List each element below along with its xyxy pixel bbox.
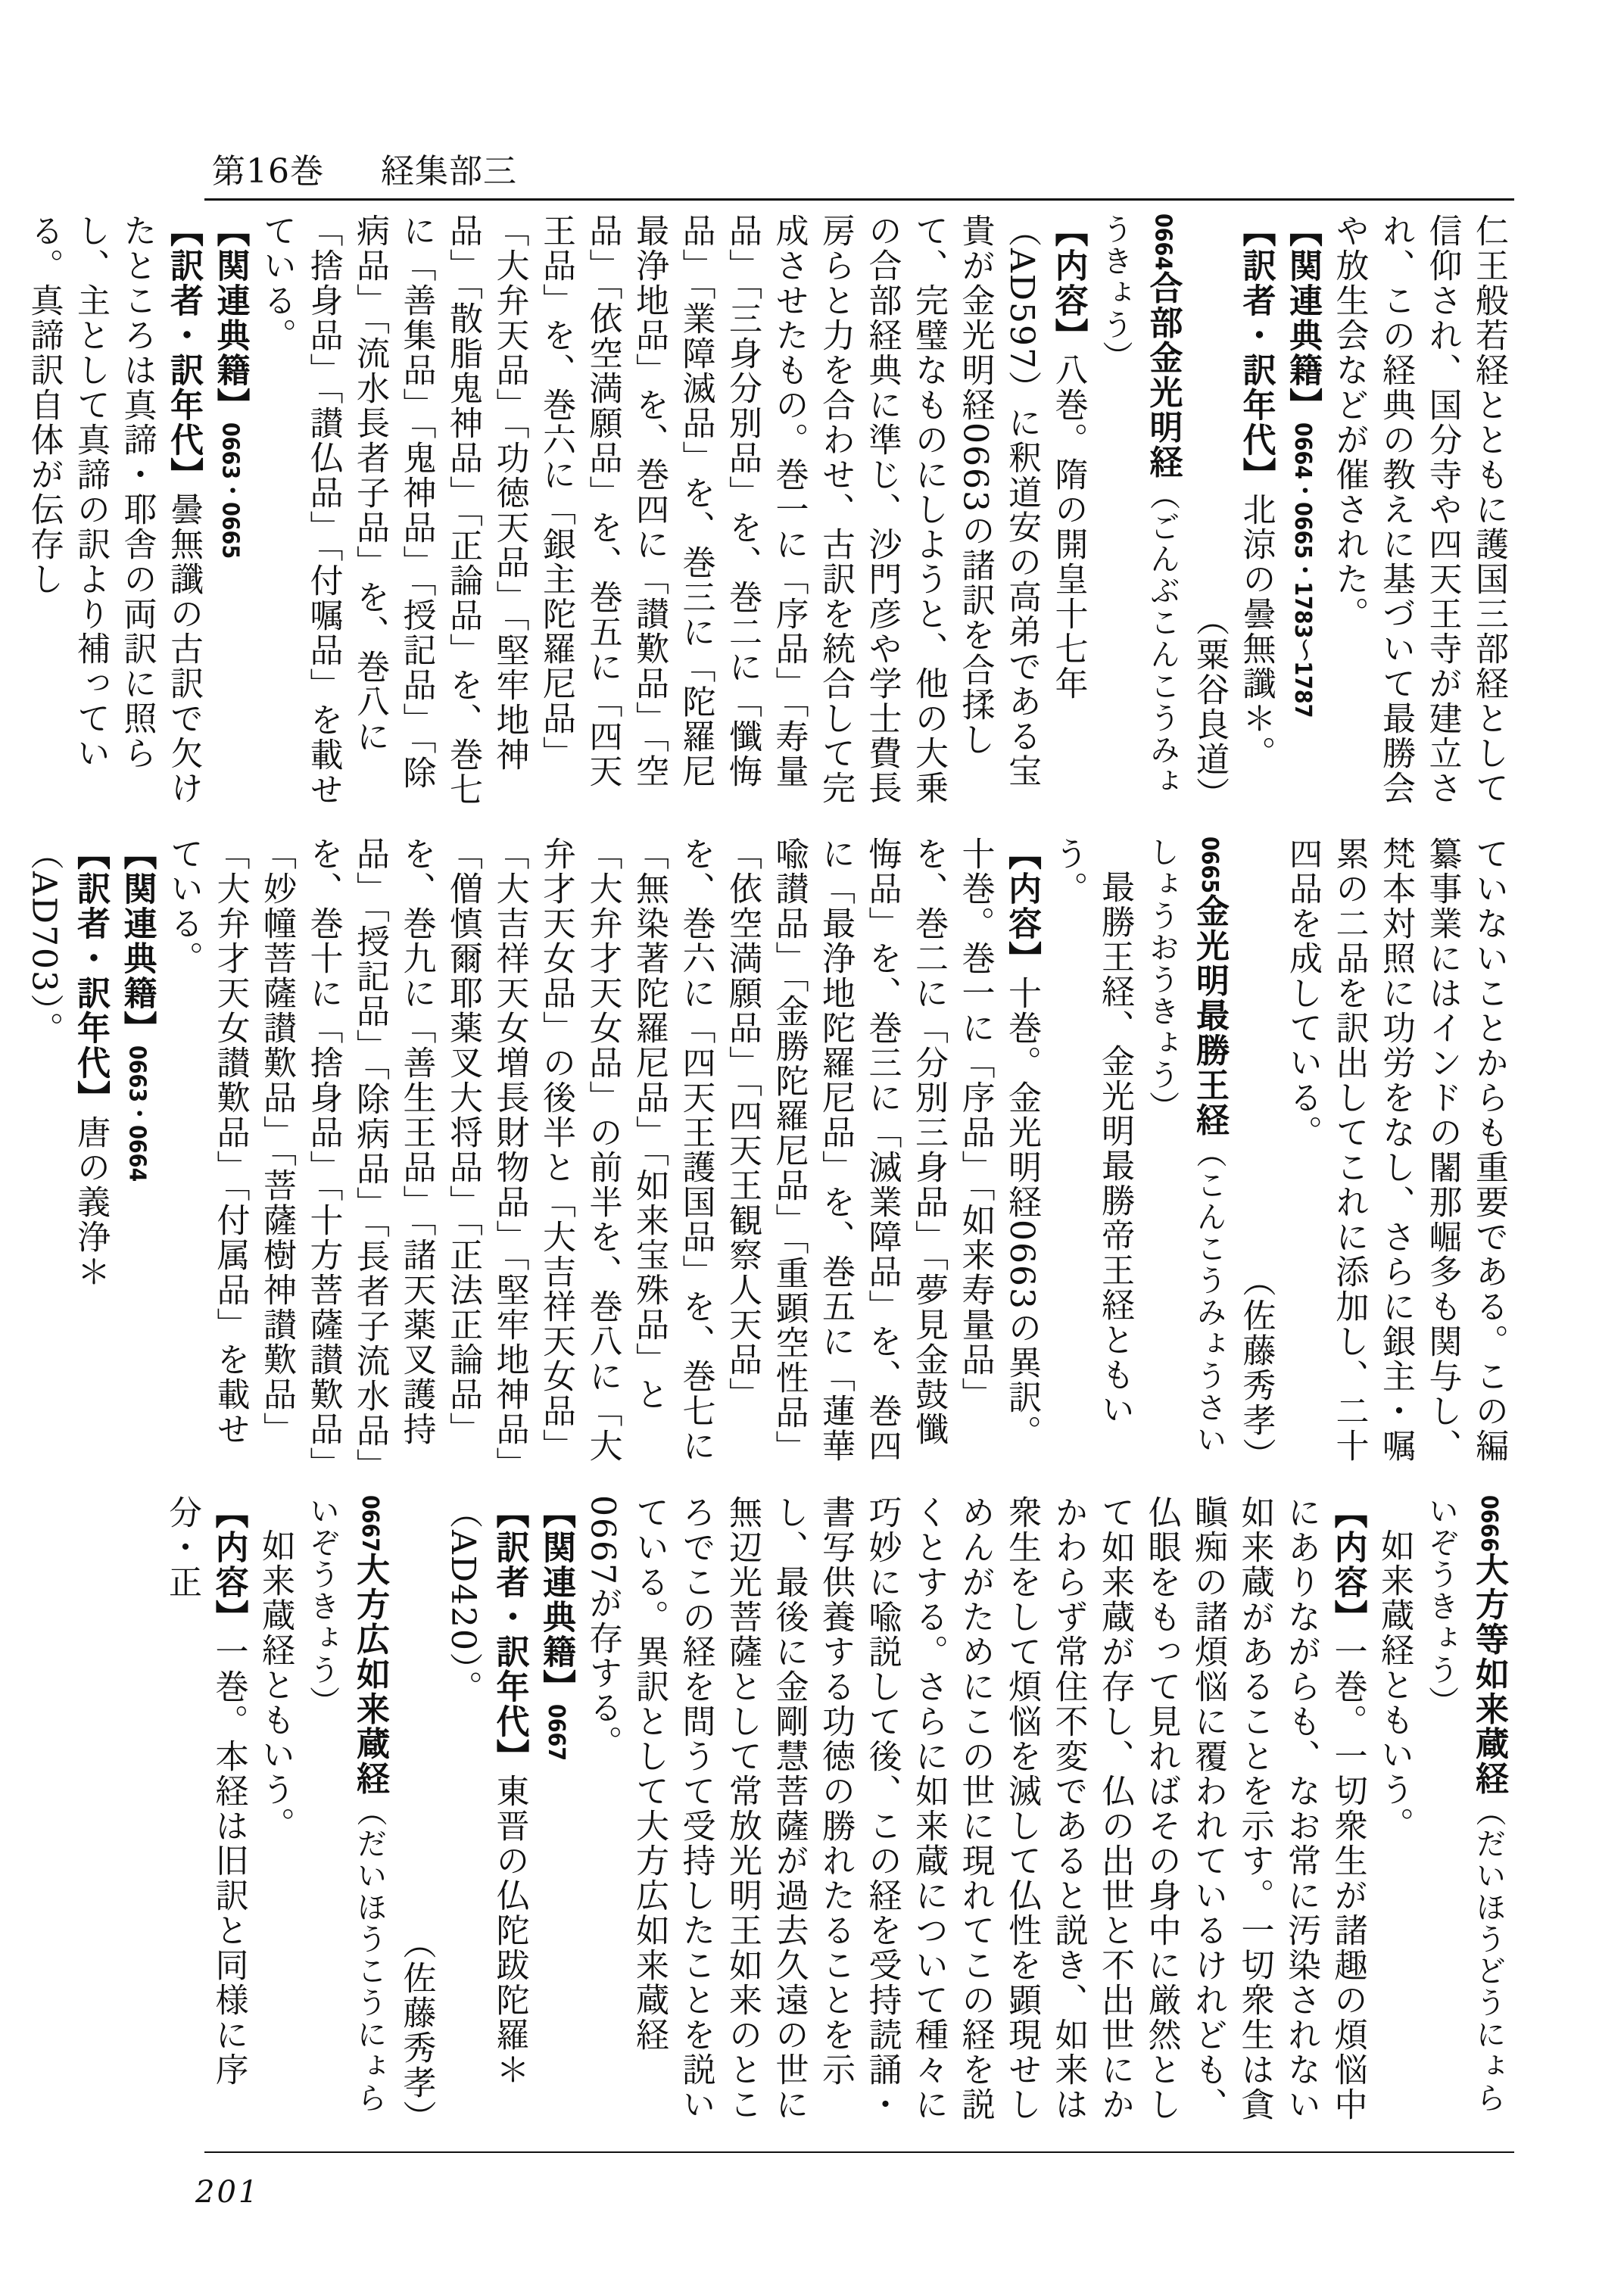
content-text: 十巻。金光明経0663の異訳。十巻。巻一に「序品」「如来寿量品」を、巻二に「分別三身品」「夢見金鼓懺悔品」を、巻三に「滅業障品」を、巻四に「最浄地陀羅尼品」を、巻五に「蓮華喩讃品」「金勝陀羅尼品」「重顕空性品」「依空満願品」「四天王観察人天品」を、巻六に「四天王護国品」を、巻七に「無染著陀羅尼品」「如来宝殊品」と「大弁才天女品」の前半を、巻八に「大弁才天女品」の後半と「大吉祥天女品」「大吉祥天女増長財物品」「堅牢地神品」「僧慎爾耶薬叉大将品」「正法正論品」を、巻九に「善生王品」「諸天薬叉護持品」「授記品」「除病品」「長者子流水品」を、巻十に「捨身品」「十方菩薩讃歎品」「妙幢菩薩讃歎品」「菩薩樹神讃歎品」「大弁才天女讃歎品」「付属品」を載せている。 — [164, 837, 1041, 1466]
text-band-3 — [163, 1495, 1512, 2135]
related-label: 【関連典籍】 — [210, 213, 250, 422]
text-band-1 — [24, 213, 1512, 812]
content-label: 【内容】 — [1328, 1495, 1367, 1634]
header-volume: 第16巻 — [212, 152, 324, 191]
entry-reading: （だいほうどうにょらいぞうきょう） — [1423, 1495, 1506, 2114]
translator-label: 【訳者・訳年代】 — [71, 837, 110, 1115]
author-credit: （粟谷良道） — [1190, 603, 1229, 812]
entry-number: 0665 — [1196, 837, 1223, 894]
related-numbers: 0667 — [543, 1704, 569, 1762]
translator-text: 東晋の仏陀跋陀羅＊（AD420）。 — [444, 1495, 529, 2087]
content-text: 一巻。一切衆生が諸趣の煩悩中にありながらも、なお常に汚染されない如来蔵があることを示す。一切衆生は貪瞋痴の諸煩悩に覆われているけれども、仏眼をもって見ればその身中に厳然として如来蔵が存し、仏の出世と不出世にかかわらず常住不変であると説き、如来は衆生をして煩悩を滅して仏性を顕現せしめんがためにこの世に現れてこの経を説くとする。さらに如来蔵について種々に巧妙に喩説して後、この経を受持読誦・書写供養する功徳の勝れたることを示し、最後に金剛慧菩薩が過去久遠の世に無辺光菩薩として常放光明王如来のところでこの経を問うて受持したことを説いている。異訳として大方広如来蔵経0667が存する。 — [583, 1495, 1367, 2122]
entry-0665-heading — [1138, 837, 1233, 1472]
entry-title: 大方等如来蔵経 — [1470, 1552, 1508, 1796]
translator-label: 【訳者・訳年代】 — [490, 1495, 529, 1774]
related-numbers: 0663・0664 — [123, 1045, 151, 1182]
translator-text: 北涼の曇無讖＊。 — [1236, 492, 1276, 771]
related-0665 — [114, 837, 161, 1472]
related-0663 — [1280, 213, 1326, 812]
entry-number: 0667 — [357, 1495, 383, 1553]
header-section: 経集部三 — [381, 152, 517, 191]
footer-rule — [204, 2151, 1514, 2153]
paragraph-0663-tail: 仁王般若経とともに護国三部経として信仰され、国分寺や四天王寺が建立され、この経典の教えに基づいて最勝会や放生会などが催された。 — [1329, 213, 1508, 805]
content-text: 八巻。隋の開皇十七年（AD597）に釈道安の高弟である宝貴が金光明経0663の諸訳を合揉して、完璧なものにしようと、他の大乗の合部経典に準じ、沙門彦や学士費長房らと力を合わせ、古訳を統合して完成させたもの。巻一に「序品」「寿量品」「三身分別品」を、巻二に「懺悔品」「業障滅品」を、巻三に「陀羅尼最浄地品」を、巻四に「讃歎品」「空品」「依空満願品」を、巻五に「四天王品」を、巻六に「銀主陀羅尼品」「大弁天品」「功徳天品」「堅牢地神品」「散脂鬼神品」「正論品」を、巻七に「善集品」「鬼神品」「授記品」「除病品」「流水長者子品」を、巻八に「捨身品」「讃仏品」「付嘱品」を載せている。 — [257, 213, 1088, 807]
translator-0663 — [1233, 213, 1280, 812]
translator-0666 — [440, 1495, 533, 2135]
author-credit: （佐藤秀孝） — [1236, 1263, 1276, 1472]
related-label: 【関連典籍】 — [1283, 213, 1322, 422]
translator-label: 【訳者・訳年代】 — [164, 213, 203, 492]
related-label: 【関連典籍】 — [537, 1495, 575, 1704]
entry-title: 合部金光明経 — [1143, 270, 1183, 480]
author-credit: （佐藤秀孝） — [397, 1926, 436, 2135]
entry-number: 0664 — [1149, 213, 1177, 271]
content-label: 【内容】 — [1049, 213, 1088, 353]
content-label: 【内容】 — [209, 1495, 248, 1634]
translator-0665 — [20, 837, 114, 1472]
related-0664 — [207, 213, 254, 812]
alias-0666: 如来蔵経ともいう。 — [1375, 1528, 1414, 1842]
content-0666 — [579, 1495, 1371, 2135]
running-header — [212, 144, 517, 192]
content-0667 — [159, 1495, 252, 2135]
translator-text: 唐の義浄＊（AD703）。 — [24, 837, 110, 1289]
entry-title: 大方広如来蔵経 — [351, 1552, 389, 1796]
related-0666 — [533, 1495, 580, 2135]
content-0664 — [254, 213, 1092, 812]
entry-reading: （ごんぶこんこうみょうきょう） — [1098, 213, 1180, 798]
entry-number: 0666 — [1476, 1495, 1502, 1553]
related-label: 【関連典籍】 — [117, 837, 157, 1045]
content-label: 【内容】 — [1002, 837, 1041, 976]
entry-0667-heading — [298, 1495, 393, 2135]
related-numbers: 0664・0665・1783〜1787 — [1289, 422, 1316, 718]
content-text: 一巻。本経は旧訳と同様に序分・正 — [163, 1495, 248, 2087]
entry-0664-heading — [1092, 213, 1186, 812]
related-numbers: 0663・0665 — [217, 422, 244, 559]
entry-0666-heading — [1417, 1495, 1512, 2135]
entry-title: 金光明最勝王経 — [1190, 893, 1229, 1138]
header-rule — [204, 198, 1514, 201]
text-band-2 — [24, 837, 1512, 1472]
translator-text: 曇無讖の古訳で欠けたところは真諦・耶舎の両訳に照らし、主として真諦の訳より補っている。真諦訳自体が伝存し — [24, 213, 203, 805]
translator-0664 — [20, 213, 207, 812]
page-number: 201 — [195, 2175, 260, 2210]
entry-reading: （こんこうみょうさいしょうおうきょう） — [1144, 837, 1227, 1456]
paragraph-0664-tail: ていないことからも重要である。この編纂事業にはインドの闍那崛多も関与し、梵本対照に功労をなし、さらに銀主・嘱累の二品を訳出してこれに添加し、二十四品を成している。 — [1283, 837, 1508, 1463]
alias-0665: 最勝王経、金光明最勝帝王経ともいう。 — [1049, 837, 1134, 1427]
content-0665 — [161, 837, 1046, 1472]
alias-0667: 如来蔵経ともいう。 — [256, 1528, 295, 1842]
translator-label: 【訳者・訳年代】 — [1236, 213, 1276, 492]
entry-reading: （だいほうこうにょらいぞうきょう） — [304, 1495, 387, 2114]
